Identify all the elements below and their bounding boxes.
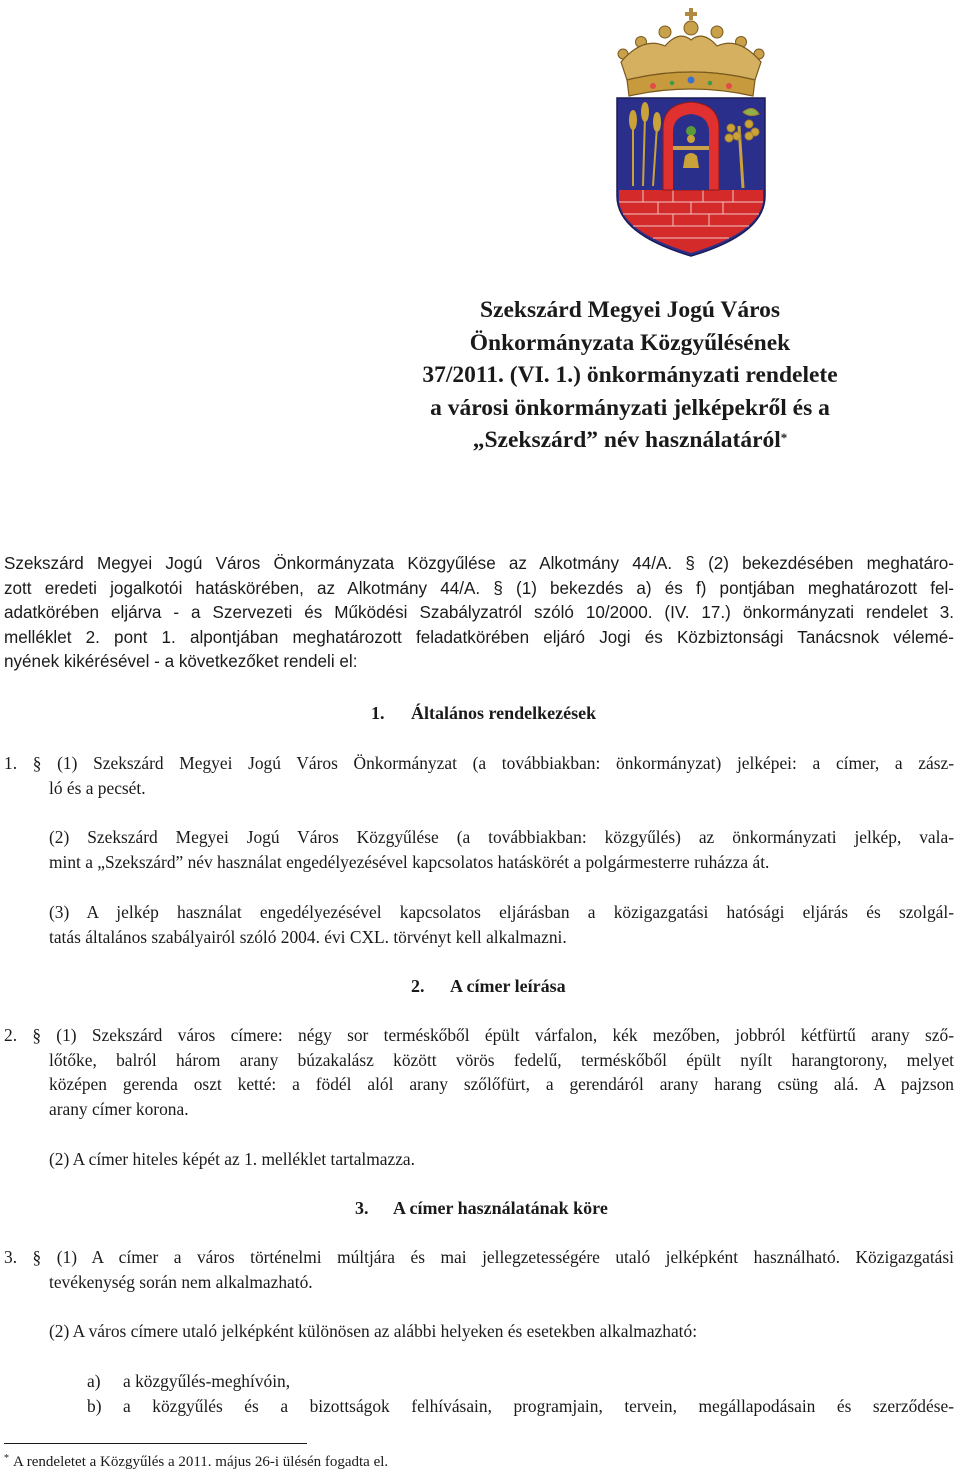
paragraph-line: 2. § (1) Szekszárd város címere: négy sor terméskőből épült várfalon, kék mezőben, jobbról kétfürtű arany sző-: [4, 1025, 954, 1045]
title-footnote-mark: *: [780, 430, 788, 445]
paragraph-line: mint a „Szekszárd” név használat engedélyezésével kapcsolatos hatáskörét a polgármesterre ruházza át.: [49, 852, 770, 872]
section-heading-number: 2.: [411, 976, 425, 996]
paragraph-line: (2) Szekszárd Megyei Jogú Város Közgyűlése (a továbbiakban: közgyűlés) az önkormányzati jelkép, vala-: [49, 827, 954, 847]
title-line: „Szekszárd” név használatáról: [472, 427, 781, 453]
title-line: a városi önkormányzati jelképekről és a: [430, 394, 830, 421]
paragraph-line: ló és a pecsét.: [49, 778, 146, 798]
preamble-line: Szekszárd Megyei Jogú Város Önkormányzata Közgyűlése az Alkotmány 44/A. § (2) bekezdésében meghatáro-: [4, 554, 954, 573]
paragraph-line: arany címer korona.: [49, 1099, 189, 1119]
list-item-marker: b): [87, 1396, 102, 1416]
section-heading-title: A címer leírása: [450, 976, 566, 996]
paragraph-line: tatás általános szabályairól szóló 2004. évi CXL. törvényt kell alkalmazni.: [49, 927, 567, 947]
section-heading-title: A címer használatának köre: [393, 1198, 608, 1218]
paragraph-line: középen gerenda oszt ketté: a födél alól arany szőlőfürt, a gerendáról arany harang csüng alá. A pajzson: [49, 1074, 954, 1094]
paragraph-line: tevékenység során nem alkalmazható.: [49, 1272, 313, 1292]
list-item-text: a közgyűlés-meghívóin,: [123, 1371, 291, 1391]
title-line: Szekszárd Megyei Jogú Város: [479, 297, 781, 323]
paragraph-line: (3) A jelkép használat engedélyezésével kapcsolatos eljárásban a közigazgatási hatósági eljárás és szolgál-: [49, 902, 954, 922]
title-line-last: [420, 424, 840, 457]
paragraph-line: 3. § (1) A címer a város történelmi múltjára és mai jellegzetességére utaló jelképként használható. Közigazgatási: [4, 1247, 954, 1267]
szekszard-coat-of-arms-icon: [603, 6, 777, 258]
footnote: [4, 1452, 388, 1472]
paragraph-line: lőtőke, balról három arany búzakalász között vörös fedelű, terméskőből épült nyílt harangtorony, melyet: [49, 1050, 954, 1070]
paragraph-line: (2) A város címere utaló jelképként különösen az alábbi helyeken és esetekben alkalmazható:: [49, 1321, 698, 1341]
preamble-line: melléklet 2. pont 1. alpontjában meghatározott feladatkörében eljáró Jogi és Közbiztonsági Tanácsnok vélemé-: [4, 627, 954, 647]
section-heading-number: 1.: [371, 703, 385, 723]
paragraph-line: (2) A címer hiteles képét az 1. melléklet tartalmazza.: [49, 1149, 416, 1169]
list-item-text: a közgyűlés és a bizottságok felhívásain, programjain, tervein, megállapodásain és szerződése-: [123, 1396, 954, 1416]
preamble: [4, 552, 954, 675]
title-line: Önkormányzata Közgyűlésének: [469, 329, 791, 356]
title-line: 37/2011. (VI. 1.) önkormányzati rendelete: [422, 362, 838, 388]
preamble-line: adatkörében eljárva - a Szervezeti és Működési Szabályzatról szóló 10/2000. (IV. 17.) önkormányzati rendelet 3.: [4, 603, 954, 622]
paragraph-line: 1. § (1) Szekszárd Megyei Jogú Város Önkormányzat (a továbbiakban: önkormányzat) jelképei: a címer, a zász-: [4, 753, 954, 773]
preamble-line: nyének kikérésével - a következőket rendeli el:: [4, 652, 358, 671]
preamble-line: zott eredeti jogalkotói hatáskörében, az Alkotmány 44/A. § (1) bekezdés a) és f) pontjában meghatározott fel-: [4, 578, 954, 598]
list-item-marker: a): [87, 1371, 101, 1391]
footnote-separator: [4, 1443, 307, 1444]
footnote-mark: *: [4, 1453, 9, 1464]
section-heading-number: 3.: [355, 1198, 369, 1218]
document-title: [420, 294, 840, 457]
section-heading-title: Általános rendelkezések: [411, 703, 597, 723]
footnote-text: A rendeletet a Közgyűlés a 2011. május 26-i ülésén fogadta el.: [13, 1454, 389, 1470]
crown-icon: [618, 8, 764, 96]
